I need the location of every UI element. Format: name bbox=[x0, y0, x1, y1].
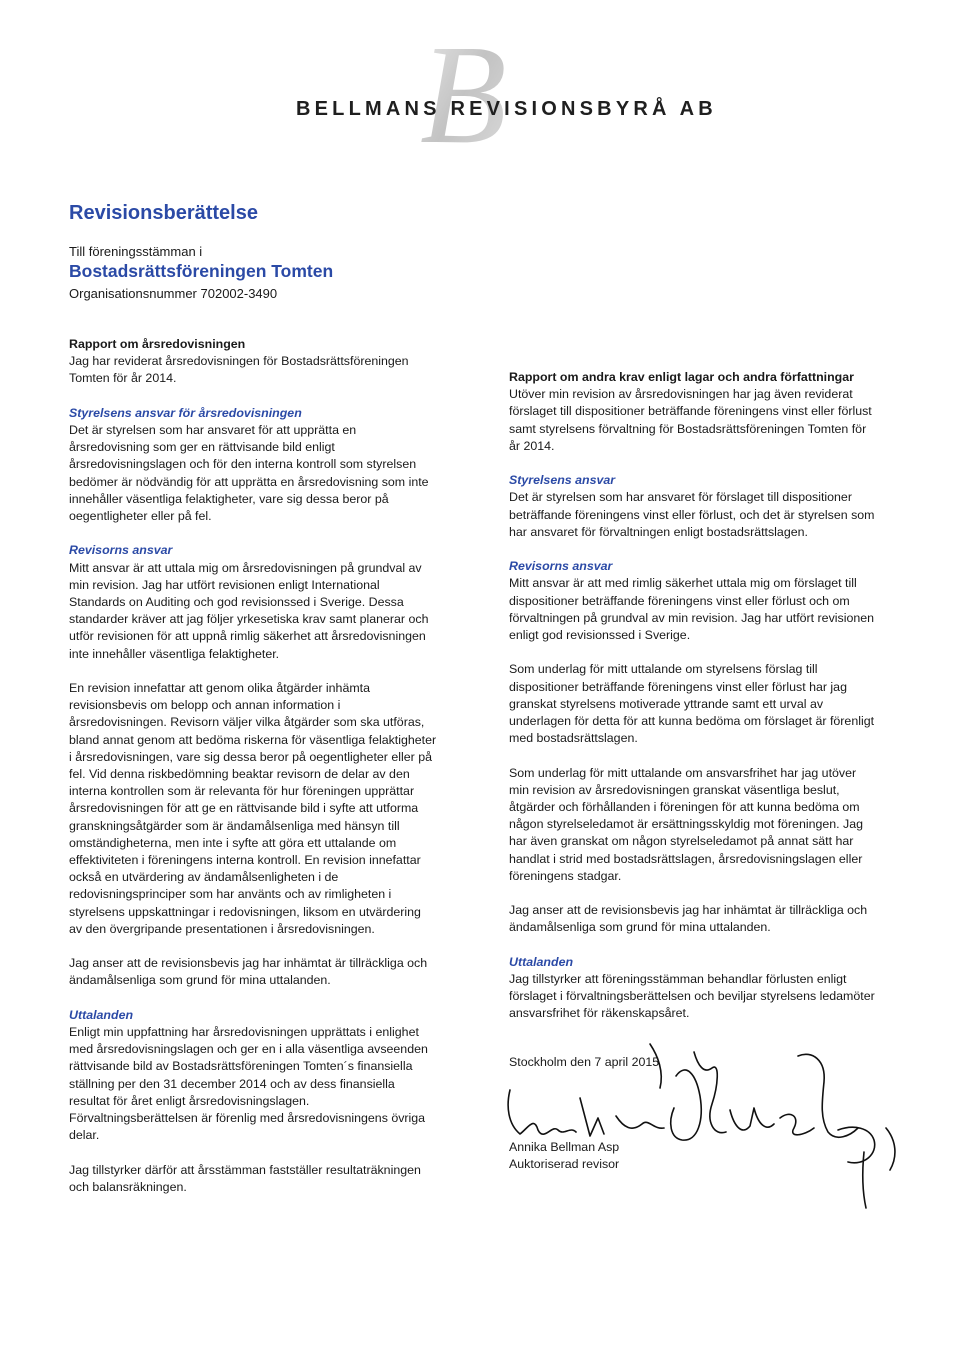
annual-report-intro: Jag har reviderat årsredovisningen för Bostadsrättsföreningen Tomten för år 2014. bbox=[69, 354, 409, 386]
opinion-text-right: Jag tillstyrker att föreningsstämman behandlar förlusten enligt förslaget i förvaltningsberättelsen och beviljar styrelsens ledamöter ansvarsfrihet för räkenskapsåret. bbox=[509, 972, 875, 1021]
board-responsibility-heading: Styrelsens ansvar för årsredovisningen bbox=[69, 405, 302, 420]
annual-report-heading: Rapport om årsredovisningen bbox=[69, 337, 246, 351]
auditor-responsibility-heading-right: Revisorns ansvar bbox=[509, 559, 613, 574]
board-responsibility-text-right: Det är styrelsen som har ansvaret för förslaget till dispositioner beträffande föreningens vinst eller förlust, och det är styrelsen som har ansvaret för förvaltningen enligt bostadsrättslagen. bbox=[509, 490, 875, 539]
signer-name: Annika Bellman Asp bbox=[509, 1140, 620, 1154]
auditor-responsibility-text-right: Mitt ansvar är att med rimlig säkerhet uttala mig om förslaget till dispositioner beträffande föreningens vinst eller förlust och om förvaltningen på grundval av min revision. Jag har utfört revisionen enligt god revisionssed i Sverige. bbox=[509, 576, 875, 643]
left-column bbox=[69, 336, 459, 1196]
basis-discharge-text: Som underlag för mitt uttalande om ansvarsfrihet har jag utöver min revision av årsredovisningen granskat väsentliga beslut, åtgärder och förhållanden i föreningen för att kunna bedöma om någon styrelseledamot är ersättningsskyldig mot föreningen. Jag har även granskat om någon styrelseledamot på annat sätt har handlat i strid med bostadsrättslagen, årsredovisningslagen eller föreningens stadgar. bbox=[509, 765, 864, 883]
audit-evidence-text-right: Jag anser att de revisionsbevis jag har inhämtat är tillräckliga och ändamålsenliga som grund för mina uttalanden. bbox=[509, 903, 868, 935]
board-responsibility-heading-right: Styrelsens ansvar bbox=[509, 473, 616, 488]
auditor-responsibility-text: Mitt ansvar är att uttala mig om årsredovisningen på grundval av min revision. Jag har utfört revisionen enligt International Standards on Auditing och god revisionssed i Sverige. Dessa standarder kräver att jag följer yrkesetiska krav samt planerar och utför revisionen för att uppnå rimlig säkerhet att årsredovisningen inte innehåller väsentliga felaktigheter. bbox=[69, 560, 429, 661]
board-responsibility-text: Det är styrelsen som har ansvaret för att upprätta en årsredovisning som ger en rättvisande bild enligt årsredovisningslagen och för den interna kontroll som styrelsen bedömer är nödvändig för att upprätta en årsredovisning som inte innehåller väsentliga felaktigheter, vare sig dessa beror på oegentligheter eller på fel. bbox=[69, 423, 429, 524]
addressee-line: Till föreningsstämman i bbox=[69, 244, 203, 259]
right-column bbox=[509, 369, 894, 1023]
signer-title: Auktoriserad revisor bbox=[509, 1157, 620, 1172]
audit-evidence-text: Jag anser att de revisionsbevis jag har inhämtat är tillräckliga och ändamålsenliga som grund för mina uttalanden. bbox=[69, 956, 428, 988]
organisation-number: Organisationsnummer 702002-3490 bbox=[69, 286, 278, 301]
signature-place-date: Stockholm den 7 april 2015 bbox=[509, 1055, 660, 1069]
association-name: Bostadsrättsföreningen Tomten bbox=[69, 261, 334, 281]
other-requirements-heading: Rapport om andra krav enligt lagar och andra författningar bbox=[509, 370, 854, 384]
adoption-recommendation-text: Jag tillstyrker därför att årsstämman fastställer resultaträkningen och balansräkningen. bbox=[69, 1162, 421, 1194]
document-title: Revisionsberättelse bbox=[69, 202, 258, 224]
audit-scope-text: En revision innefattar att genom olika åtgärder inhämta revisionsbevis om belopp och annan information i årsredovisningen. Revisorn väljer vilka åtgärder som ska utföras, bland annat genom att bedöma riskerna för väsentliga felaktigheter i årsredovisningen, vare sig dessa beror på oegentligheter eller på fel. Vid denna riskbedömning beaktar revisorn de delar av den interna kontrollen som är relevanta för hur föreningen upprättar årsredovisningen för att ge en rättvisande bild i syfte att utforma granskningsåtgärder som är ändamålsenliga med hänsyn till omständigheterna, men inte i syfte att göra ett uttalande om effektiviteten i föreningens interna kontroll. En revision innefattar också en utvärdering av ändamålsenligheten i de redovisningsprinciper som har använts och av rimligheten i styrelsens uppskattningar i redovisningen, liksom en utvärdering av den övergripande presentationen i årsredovisningen. bbox=[69, 681, 437, 936]
basis-proposal-text: Som underlag för mitt uttalande om styrelsens förslag till dispositioner beträffande föreningens vinst eller förlust har jag granskat styrelsens motiverade yttrande samt ett urval av underlagen för detta för att kunna bedöma om förslaget är förenligt med bostadsrättslagen. bbox=[509, 662, 875, 746]
signer-block bbox=[509, 1139, 619, 1173]
other-requirements-intro: Utöver min revision av årsredovisningen har jag även reviderat förslaget till dispositioner beträffande föreningens vinst eller förlust samt styrelsens förvaltning för Bostadsrättsföreningen Tomten för år 2014. bbox=[509, 387, 872, 453]
opinion-heading: Uttalanden bbox=[69, 1007, 134, 1022]
opinion-heading-right: Uttalanden bbox=[509, 954, 574, 969]
logo-letter: B bbox=[420, 28, 507, 156]
logo-letter-b bbox=[418, 28, 518, 156]
company-name: BELLMANS REVISIONSBYRÅ AB bbox=[296, 98, 717, 120]
auditor-responsibility-heading: Revisorns ansvar bbox=[69, 543, 173, 558]
opinion-text: Enligt min uppfattning har årsredovisningen upprättats i enlighet med årsredovisningslagen och ger en i alla väsentliga avseenden rättvisande bild av Bostadsrättsföreningen Tomten´s finansiella ställning per den 31 december 2014 och av dess finansiella resultat för året enligt årsredovisningslagen. Förvaltningsberättelsen är förenlig med årsredovisningens övriga delar. bbox=[69, 1025, 428, 1143]
